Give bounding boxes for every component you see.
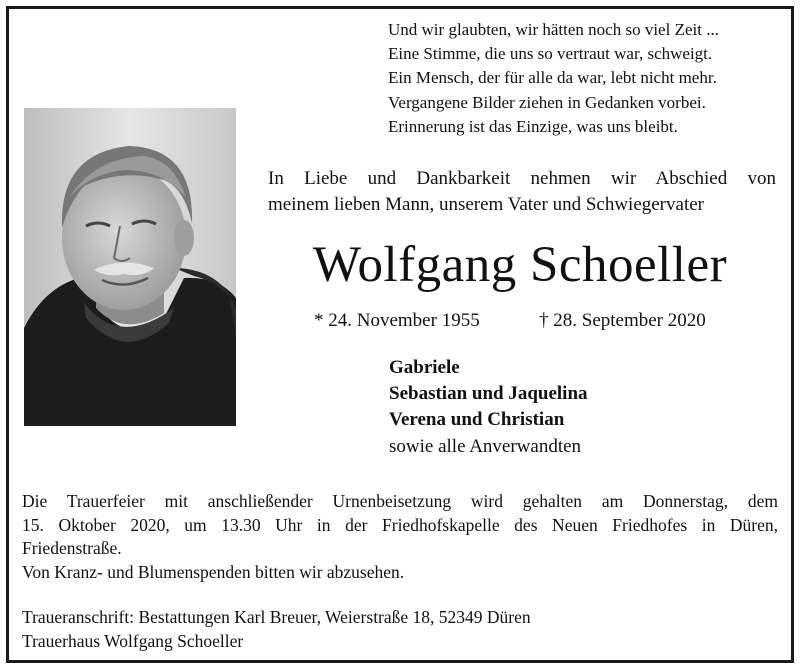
intro-line: In Liebe und Dankbarkeit nehmen wir Abschied von: [268, 168, 776, 189]
memorial-poem: [388, 18, 788, 139]
poem-line: Und wir glaubten, wir hätten noch so viel Zeit ...: [388, 20, 719, 39]
poem-line: Erinnerung ist das Einzige, was uns bleibt.: [388, 116, 678, 136]
mourning-address: [22, 606, 531, 653]
farewell-intro: [268, 166, 776, 218]
mourner-name: Gabriele: [389, 357, 460, 378]
flowers-note: Von Kranz- und Blumenspenden bitten wir abzusehen.: [22, 561, 405, 582]
intro-line: meinem lieben Mann, unserem Vater und Schwiegervater: [268, 194, 704, 215]
birth-date: * 24. November 1955: [314, 310, 480, 331]
relatives-line: sowie alle Anverwandten: [389, 435, 582, 457]
death-date: † 28. September 2020: [539, 310, 706, 331]
service-details: [22, 490, 778, 584]
mourner-name: Verena und Christian: [389, 409, 565, 431]
mourner-name: Sebastian und Jaquelina: [389, 383, 588, 405]
deceased-name: Wolfgang Schoeller: [312, 237, 728, 293]
service-line: Die Trauerfeier mit anschließender Urnenbeisetzung wird gehalten am Donnerstag, dem: [22, 491, 778, 511]
poem-line: Eine Stimme, die uns so vertraut war, schweigt.: [388, 44, 713, 64]
address-line: Trauerhaus Wolfgang Schoeller: [22, 630, 244, 651]
service-line: 15. Oktober 2020, um 13.30 Uhr in der Friedhofskapelle des Neuen Friedhofes in Düren,: [22, 514, 778, 535]
portrait-photo: [24, 108, 236, 426]
address-line: Traueranschrift: Bestattungen Karl Breuer, Weierstraße 18, 52349 Düren: [22, 607, 531, 627]
service-line: Friedenstraße.: [22, 538, 122, 558]
mourners-list: [389, 355, 588, 460]
poem-line: Vergangene Bilder ziehen in Gedanken vorbei.: [388, 92, 706, 112]
poem-line: Ein Mensch, der für alle da war, lebt nicht mehr.: [388, 68, 717, 88]
